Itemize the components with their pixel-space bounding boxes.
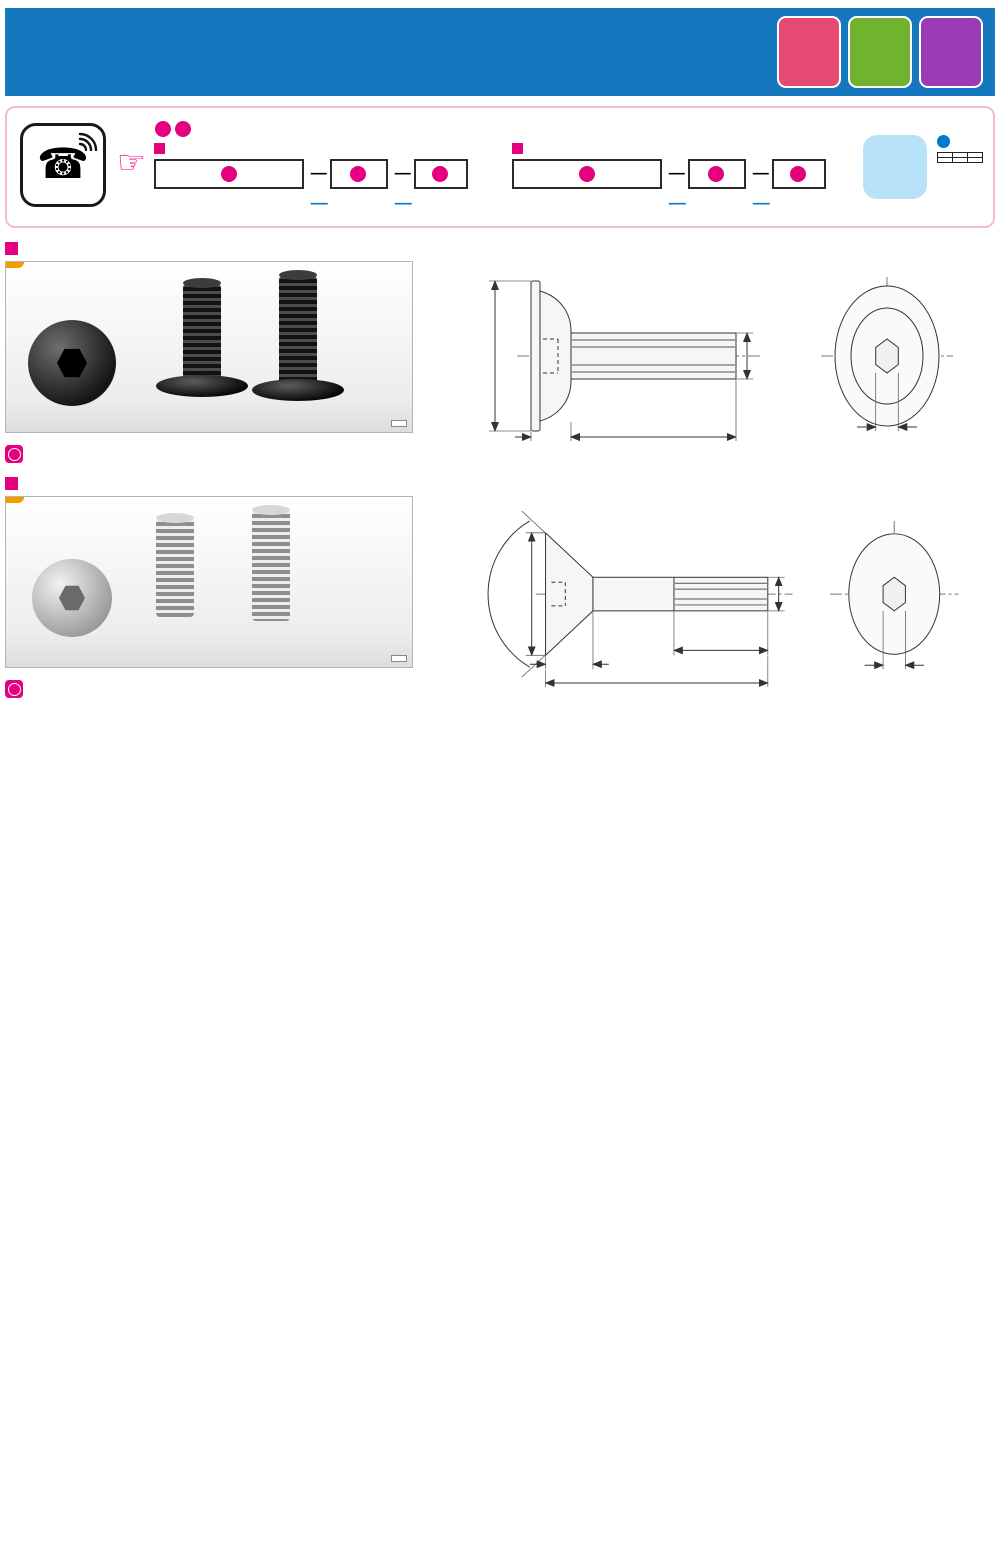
badge-custom-drawing	[848, 16, 912, 88]
phone-icon: ☎	[36, 140, 90, 187]
group-name	[512, 143, 826, 154]
square-marker	[154, 143, 165, 154]
standard-note	[5, 680, 413, 698]
section-marker	[5, 477, 18, 490]
screw-head-photo	[32, 559, 112, 637]
dash: —	[752, 165, 769, 182]
order-example-row: — —	[668, 193, 770, 212]
order-instructions-panel	[5, 106, 995, 228]
catalog-page	[0, 0, 1000, 714]
order-example-groups	[154, 143, 855, 213]
screw-photo	[252, 270, 344, 401]
hex-socket	[57, 348, 87, 378]
standard-note	[5, 445, 413, 463]
order-example-row: — —	[310, 193, 412, 212]
model-code-box	[512, 159, 662, 189]
square-marker	[512, 143, 523, 154]
order-format-row	[154, 159, 468, 189]
hex-socket	[59, 585, 85, 611]
dash: —	[668, 165, 685, 182]
order-main	[154, 121, 855, 213]
section-heading-countersunk	[5, 477, 995, 490]
bullet-dot-icon	[937, 135, 950, 148]
product-photo-flathead	[5, 261, 413, 433]
technical-drawing-countersunk	[427, 504, 995, 696]
pointing-hand-icon: ☞	[117, 144, 146, 180]
stock-badge	[6, 262, 24, 268]
order-example-flathead	[154, 143, 468, 213]
screw-photo	[156, 513, 194, 617]
circle-3-icon	[790, 166, 806, 182]
l-box	[772, 159, 826, 189]
order-format-row	[512, 159, 826, 189]
cad-download-badge[interactable]	[391, 420, 407, 427]
circle-1-icon	[155, 121, 171, 137]
order-example-countersunk	[512, 143, 826, 213]
circle-2-icon	[708, 166, 724, 182]
badge-5day-delivery	[777, 16, 841, 88]
price-rate-row	[938, 157, 983, 162]
phone-24h-icon	[20, 123, 106, 207]
m-box	[688, 159, 746, 189]
product-photo-countersunk	[5, 496, 413, 668]
order-instruction	[154, 121, 855, 137]
cad-download-badge[interactable]	[391, 655, 407, 662]
circle-1-icon	[5, 445, 23, 463]
circle-3-icon	[432, 166, 448, 182]
circle-1-icon	[579, 166, 595, 182]
circle-2-icon	[350, 166, 366, 182]
circle-1-icon	[221, 166, 237, 182]
signal-waves-icon	[76, 130, 100, 154]
badge-bulk-order	[919, 16, 983, 88]
phone-order-hint	[17, 123, 109, 211]
dash: —	[310, 165, 327, 182]
page-header	[5, 8, 995, 96]
price-info	[863, 131, 983, 204]
stock-badge	[6, 497, 24, 503]
discount-price-title	[937, 135, 983, 148]
header-badges	[777, 16, 983, 88]
dash: —	[394, 165, 411, 182]
screw-head-photo	[28, 320, 116, 406]
m-box	[330, 159, 388, 189]
section-marker	[5, 242, 18, 255]
screw-photo	[156, 278, 248, 397]
yen-icon	[863, 135, 927, 199]
circle-1-icon	[5, 680, 23, 698]
screw-photo	[252, 505, 290, 621]
l-box	[414, 159, 468, 189]
model-code-box	[154, 159, 304, 189]
price-table	[937, 152, 983, 163]
section-heading-flathead	[5, 242, 995, 255]
technical-drawing-flathead	[427, 269, 995, 447]
circle-3-icon	[175, 121, 191, 137]
group-name	[154, 143, 468, 154]
